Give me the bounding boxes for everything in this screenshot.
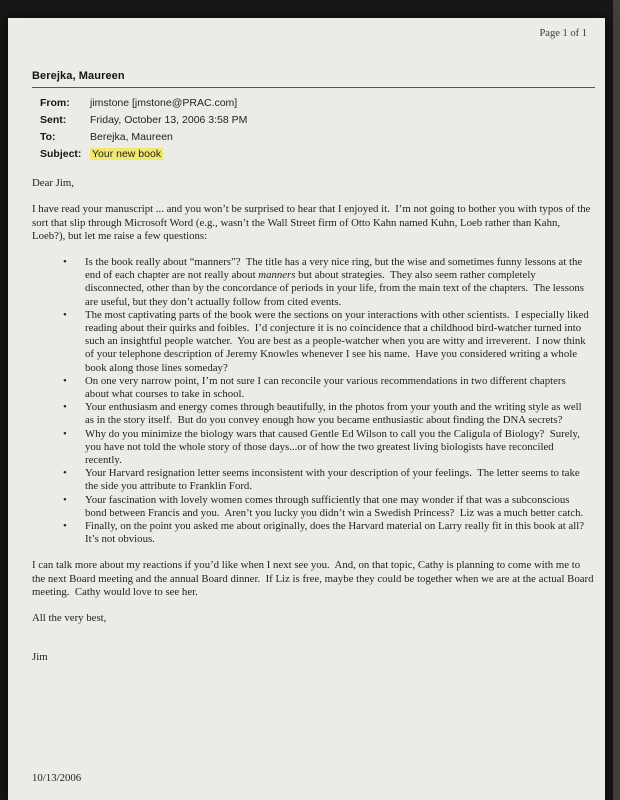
bullet-item-resignation: • Your Harvard resignation letter seems inconsistent with your description of your feelings. The letter seems to take the side you attribute to Franklin Ford. [32,467,595,493]
email-header [40,95,247,162]
closing-paragraph: I can talk more about my reactions if you’d like when I next see you. And, on that topic, Cathy is planning to come with me to the next Board meeting and the annual Board dinner. If Liz is free, maybe they could be together when we are at the actual Board meeting. Cathy would love to see her. [32,559,597,598]
bullet-list [32,256,595,546]
salutation: Dear Jim, [32,177,74,190]
bullet-item-courses: • On one very narrow point, I’m not sure I can reconcile your various recommendations in two different chapters about what courses to take in school. [32,375,595,401]
bullet-italic-word: manners [258,269,296,282]
bullet-item-scientists: • The most captivating parts of the book were the sections on your interactions with other scientists. I especially liked reading about their quirks and foibles. I’d conjecture it is no coincidence that a childhood bird-watcher turned into such an insightful people watcher. You are best as a people-watcher when you are witty and irreverent. I now think of your telephone description of Jeremy Knowles whenever I see his name. Have you considered writing a whole book along those lines someday? [32,309,595,375]
email-header-row-sent [40,112,247,129]
email-header-row-to [40,129,247,146]
to-value: Berejka, Maureen [90,130,173,143]
bullet-item-enthusiasm: • Your enthusiasm and energy comes through beautifully, in the photos from your youth and the writing style as well as in the story itself. But do you convey enough how you became enthusiastic about finding the DNA secrets? [32,401,595,427]
scan-edge-strip [613,0,620,800]
bullet-text: but about strategies. They also seem rather completely disconnected, other than by the concordance of periods in your life, from the main text of the chapters. The lessons are useful, but they don’t actually follow from cited events. [85,269,587,308]
page-number: Page 1 of 1 [539,28,587,39]
intro-paragraph: I have read your manuscript ... and you won’t be surprised to hear that I enjoyed it. I’m not going to bother you with typos of the sort that slip through Microsoft Word (e.g., wasn’t the Wall Street firm of Otto Kahn named Kuhn, Loeb rather than Kahn, Loeb?), but let me raise a few questions: [32,203,594,242]
bullet-item-larry: • Finally, on the point you asked me about originally, does the Harvard material on Larry really fit in this book at all? It’s not obvious. [32,520,595,546]
email-header-row-subject [40,145,247,162]
bullet-item-fascination: • Your fascination with lovely women comes through sufficiently that one may wonder if that was a subconscious bond between Francis and you. Aren’t you lucky you didn’t win a Swedish Princess? Liz was a much better catch. [32,494,595,520]
signoff: All the very best, [32,612,107,625]
sent-label: Sent: [40,114,67,127]
bullet-item-biology-wars: • Why do you minimize the biology wars that caused Gentle Ed Wilson to call you the Caligula of Biology? Surely, you have not told the whole story of those days...or of how the two greatest living biologists have reconciled recently. [32,428,595,468]
subject-label: Subject: [40,147,82,160]
page-content [8,18,605,784]
footer-date: 10/13/2006 [32,772,82,784]
from-label: From: [40,97,70,110]
document-page [8,18,605,800]
subject-highlight: Your new book [92,147,162,160]
to-label: To: [40,130,56,143]
from-value: jimstone [jmstone@PRAC.com] [90,97,238,110]
bullet-item-manners [32,256,595,309]
email-header-row-from [40,95,247,112]
sent-value: Friday, October 13, 2006 3:58 PM [90,114,248,127]
recipient-header: Berejka, Maureen [32,70,125,82]
subject-value [90,145,247,162]
header-divider [32,87,595,88]
email-body [32,177,595,664]
bullet-text: Is the book really about “manners”? The title has a very nice ring, but the wise and sometimes funny lessons at the end of each chapter are not really about [85,255,585,282]
signature: Jim [32,651,48,664]
